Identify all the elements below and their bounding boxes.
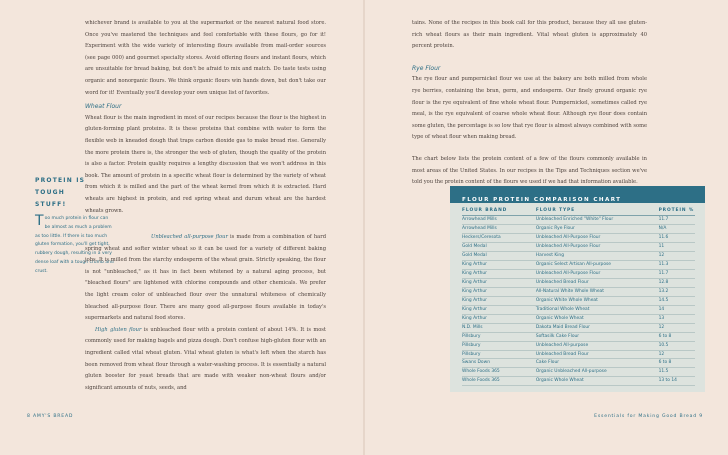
sidebar-title-line1: PROTEIN IS TOUGH xyxy=(35,177,86,196)
cell-brand: King Arthur xyxy=(462,315,487,321)
header-brand: FLOUR BRAND xyxy=(462,208,508,213)
high-gluten-text: is unbleached flour with a protein content of about 14%. It is most commonly used for making bagels and pizza dough. Don't confuse high-gluten flour with an ingredient called vital wheat gluten. Vital wheat gluten is what's left when the starch has been removed from wheat flour through a water-washing process. It is essentially a natural gluten booster for yeast breads that are made with weaker non-wheat flours and/or significant amounts of nuts, seeds, and xyxy=(85,326,327,391)
right-paragraph-rye: The rye flour and pumpernickel flour we use at the bakery are both milled from whole rye berries, containing the bran, germ, and endosperm. Our finely ground organic rye flour is the rye equivalent of fine whole wheat flour. Pumpernickel, sometimes called rye meal, is the rye equivalent of coarse whole wheat flour. Although rye flour does contain some gluten, the percentage is so low that rye flour is almost always combined with some type of wheat flour when making bread. xyxy=(412,76,647,141)
cell-type: Traditional Whole Wheat xyxy=(535,306,590,312)
cell-type: Organic Unbleached All-purpose xyxy=(535,369,607,375)
left-paragraph-wheat: Wheat flour is the main ingredient in most of our recipes because the flour is the highest in gluten-forming plant proteins. It is these proteins that combine with water to form the flexible web in kneaded dough that traps carbon dioxide gas to make bread rise. Generally the more protein there is, the stronger the web of gluten, though the quality of the protein is also a factor. Protein quality requires a lengthy discussion that we won't address in this book. The amount of protein in a specific wheat flour is determined by the variety of wheat from which it is milled and the part of the wheat kernel from which it is extracted. Hard wheats are highest in protein, and red spring wheat and durum wheat are the hardest wheats grown. xyxy=(85,114,326,214)
cell-type: Unbleached Enriched "White" Flour xyxy=(535,216,614,222)
cell-brand: King Arthur xyxy=(462,270,487,276)
cell-type: Unbleached Bread Flour xyxy=(535,279,589,285)
cell-type: Softasilk Cake Flour xyxy=(535,333,580,339)
cell-protein: N/A xyxy=(658,225,667,231)
cell-protein: 11.5 xyxy=(658,369,669,375)
cell-protein: 11.3 xyxy=(658,261,669,267)
high-gluten-term: High gluten flour xyxy=(95,326,142,333)
chart-row xyxy=(462,342,695,351)
cell-type: All-Natural White Whole Wheat xyxy=(535,288,604,294)
cell-type: Unbleached All-Purpose Flour xyxy=(535,234,601,240)
cell-protein: 13 xyxy=(658,315,665,321)
chart-row xyxy=(462,234,695,243)
chart-row xyxy=(462,261,695,270)
chart-row xyxy=(462,252,695,261)
cell-brand: Swans Down xyxy=(462,360,490,366)
sidebar-body: oo much protein in flour can be almost as much a problem as too little. If there is too much gluten formation, you'll get tight, rubbery dough, resulting in a very dense loaf with a tough crumb and crust. xyxy=(35,216,114,274)
chart-row xyxy=(462,368,695,377)
cell-type: Unbleached Bread Flour xyxy=(535,351,589,357)
cell-protein: 12 xyxy=(658,351,665,357)
cell-type: Organic White Whole Wheat xyxy=(535,297,598,303)
chart-header-bar xyxy=(450,186,705,203)
cell-brand: Whole Foods 365 xyxy=(462,378,500,384)
cell-type: Unbleached All-Purpose Flour xyxy=(535,270,601,276)
cell-brand: Pillsbury xyxy=(462,342,481,348)
header-protein: PROTEIN % xyxy=(658,208,695,213)
cell-brand: Arrowhead Mills xyxy=(462,225,497,231)
cell-protein: 11.7 xyxy=(658,216,669,222)
cell-brand: King Arthur xyxy=(462,279,487,285)
cell-brand: Whole Foods 365 xyxy=(462,369,500,375)
cell-protein: 12 xyxy=(658,252,665,258)
chart-title: FLOUR PROTEIN COMPARISON CHART xyxy=(462,197,622,203)
cell-protein: 6 to 8 xyxy=(658,360,672,366)
chart-row xyxy=(462,306,695,315)
cell-brand: King Arthur xyxy=(462,288,487,294)
cell-protein: 12 xyxy=(658,324,665,330)
cell-brand: Gold Medal xyxy=(462,252,487,258)
chart-row xyxy=(462,324,695,333)
left-paragraph-intro: whichever brand is available to you at the supermarket or the nearest natural food store. Once you've mastered the techniques and feel comfortable with these flours, go for it! Experiment with the wide variety of interesting flours available from mail-order sources (see page 000) and gourmet specialty stores. Avoid offering flours and instant flours, which are unsuitable for bread baking, but don't be afraid to mix and match. Do taste tests using organic and nonorganic flours. We think organic flours win hands down, but don't take our word for it! Eventually you'll develop your own unique list of favorites. xyxy=(85,20,326,96)
right-paragraph-gluten: tains. None of the recipes in this book call for this product, because they all use gluten-rich wheat flours as their main ingredient. Vital wheat gluten is approximately 40 percent protein. xyxy=(412,20,647,50)
chart-row xyxy=(462,270,695,279)
cell-brand: Arrowhead Mills xyxy=(462,216,497,222)
cell-protein: 11 xyxy=(658,243,665,249)
left-paragraph-unbleached xyxy=(85,232,326,325)
right-footer: Essentials for Making Good Bread 9 xyxy=(594,414,703,419)
sidebar-title-line2: STUFF! xyxy=(35,201,67,208)
chart-row xyxy=(462,243,695,252)
left-text-top xyxy=(85,18,326,217)
cell-type: Dakota Maid Bread Flour xyxy=(535,324,590,330)
wheat-flour-heading: Wheat Flour xyxy=(85,103,122,111)
flour-protein-chart xyxy=(450,186,705,392)
cell-brand: Pillsbury xyxy=(462,333,481,339)
cell-brand: King Arthur xyxy=(462,261,487,267)
cell-brand: N.D. Mills xyxy=(462,324,483,330)
cell-protein: 14 xyxy=(658,306,665,312)
chart-row xyxy=(462,333,695,342)
chart-row xyxy=(462,288,695,297)
right-text xyxy=(412,18,647,189)
cell-type: Organic Whole Wheat xyxy=(535,378,584,384)
header-type: FLOUR TYPE xyxy=(535,208,576,213)
cell-type: Cake Flour xyxy=(535,360,560,366)
chart-row xyxy=(462,315,695,324)
chart-row xyxy=(462,279,695,288)
chart-row xyxy=(462,225,695,234)
cell-protein: 12.8 xyxy=(658,279,669,285)
right-paragraph-chart-intro: The chart below lists the protein content of a few of the flours commonly available in most areas of the United States. In our recipes in the Tips and Techniques section we've told you the protein content of the flours we used if we had that information available. xyxy=(412,155,647,186)
left-footer: 8 AMY'S BREAD xyxy=(27,414,74,419)
sidebar-dropcap: T xyxy=(35,213,44,229)
chart-row xyxy=(462,216,695,225)
rye-flour-heading: Rye Flour xyxy=(412,64,441,72)
left-text-bottom xyxy=(85,232,326,394)
cell-brand: King Arthur xyxy=(462,297,487,303)
chart-row xyxy=(462,297,695,306)
chart-row xyxy=(462,359,695,368)
left-paragraph-high-gluten xyxy=(85,325,326,395)
cell-type: Harvest King xyxy=(535,252,564,258)
cell-type: Organic Whole Wheat xyxy=(535,315,584,321)
cell-protein: 13.2 xyxy=(658,288,669,294)
cell-type: Organic Select Artisan All-purpose xyxy=(535,261,612,267)
unbleached-term: Unbleached all-purpose flour xyxy=(151,234,228,240)
cell-type: Unbleached All-Purpose Flour xyxy=(535,243,601,249)
cell-protein: 14.5 xyxy=(658,297,669,303)
cell-type: Organic Rye Flour xyxy=(535,225,575,231)
cell-protein: 11.6 xyxy=(658,234,669,240)
cell-brand: Pillsbury xyxy=(462,351,481,357)
cell-protein: 10.5 xyxy=(658,342,669,348)
sidebar-title xyxy=(35,175,115,211)
cell-protein: 6 to 8 xyxy=(658,333,672,339)
cell-brand: Heckers/Ceresota xyxy=(462,234,501,240)
cell-protein: 11.7 xyxy=(658,270,669,276)
cell-brand: Gold Medal xyxy=(462,243,487,249)
unbleached-text: is made from a combination of hard spring wheat and softer winter wheat so it can be used for a variety of different baking jobs. It is milled from the starchy endosperm of the wheat grain. Strictly speaking, the flour is not "unbleached," as it has in fact been whitened by a natural aging process, but "bleached flours" are lightened with chlorine compounds and other chemicals. We prefer the light cream color of unbleached flour over the unnatural whiteness of chemically bleached all-purpose flour. There are many good all-purpose flours available in today's supermarkets and natural food stores. xyxy=(85,234,326,322)
chart-row xyxy=(462,377,695,386)
cell-protein: 13 to 14 xyxy=(658,378,677,384)
cell-brand: King Arthur xyxy=(462,306,487,312)
chart-table xyxy=(450,203,705,392)
cell-type: Unbleached All-purpose xyxy=(535,342,589,348)
left-page xyxy=(0,0,363,455)
chart-header-row xyxy=(462,207,695,216)
chart-row xyxy=(462,351,695,360)
